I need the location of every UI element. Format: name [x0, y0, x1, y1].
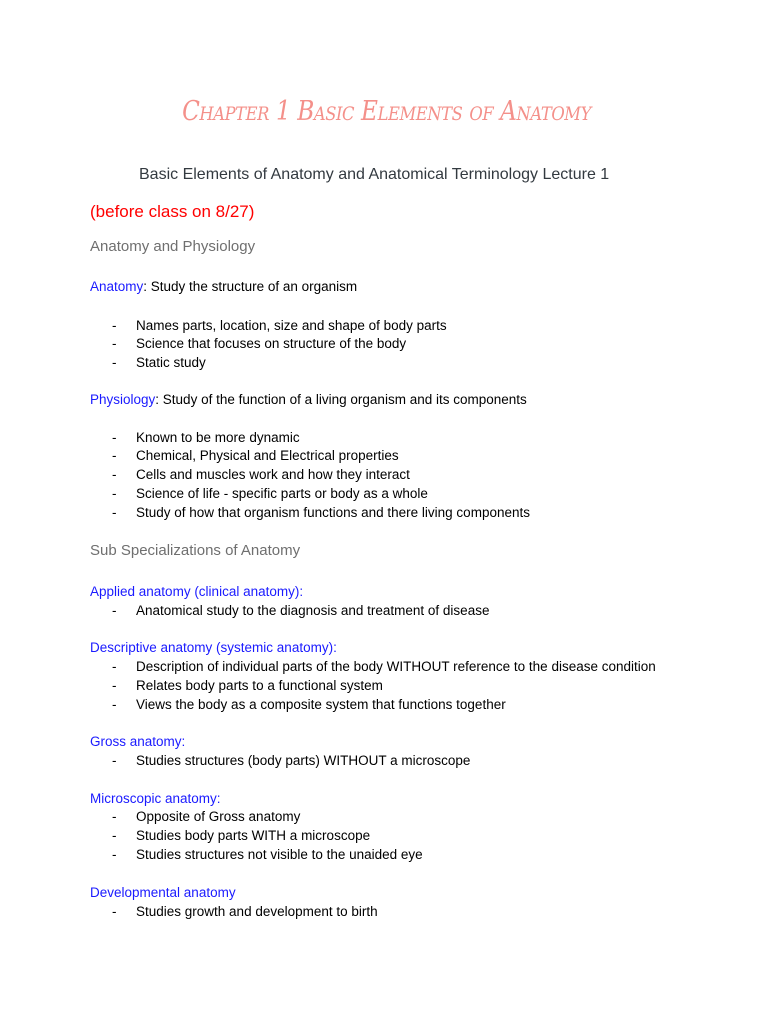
chapter-title: Chapter 1 Basic Elements of Anatomy [182, 96, 591, 127]
bullet-dash: - [112, 904, 117, 919]
list-item-text: Names parts, location, size and shape of body parts [136, 318, 447, 333]
bullet-dash: - [112, 336, 117, 351]
anatomy-definition-text: : Study the structure of an organism [143, 279, 358, 294]
list-item [112, 467, 410, 482]
list-item-text: Study of how that organism functions and there living components [136, 505, 530, 520]
bullet-dash: - [112, 467, 117, 482]
list-item-text: Studies structures not visible to the unaided eye [136, 847, 423, 862]
list-item [112, 505, 530, 520]
list-item [112, 809, 300, 824]
microscopic-anatomy-heading: Microscopic anatomy: [90, 791, 221, 806]
bullet-dash: - [112, 355, 117, 370]
list-item-text: Known to be more dynamic [136, 430, 300, 445]
list-item [112, 904, 378, 919]
list-item [112, 486, 428, 501]
anatomy-term: Anatomy [90, 279, 144, 294]
before-class-note: (before class on 8/27) [90, 202, 255, 221]
list-item-text: Anatomical study to the diagnosis and treatment of disease [136, 603, 490, 618]
list-item [112, 355, 206, 370]
list-item-text: Cells and muscles work and how they interact [136, 467, 410, 482]
gross-anatomy-heading: Gross anatomy: [90, 734, 186, 749]
list-item [112, 318, 447, 333]
list-item [112, 678, 383, 693]
list-item-text: Science that focuses on structure of the body [136, 336, 407, 351]
section-heading-sub-specializations: Sub Specializations of Anatomy [90, 542, 301, 559]
list-item-text: Views the body as a composite system that functions together [136, 697, 506, 712]
bullet-dash: - [112, 448, 117, 463]
list-item [112, 847, 423, 862]
list-item [112, 603, 489, 618]
bullet-dash: - [112, 753, 117, 768]
physiology-definition [90, 392, 527, 407]
list-item [112, 448, 399, 463]
bullet-dash: - [112, 505, 117, 520]
section-heading-anatomy-physiology: Anatomy and Physiology [90, 238, 256, 255]
list-item-text: Opposite of Gross anatomy [136, 809, 301, 824]
bullet-dash: - [112, 678, 117, 693]
bullet-dash: - [112, 809, 117, 824]
lecture-subtitle: Basic Elements of Anatomy and Anatomical Terminology Lecture 1 [139, 166, 610, 183]
bullet-dash: - [112, 603, 117, 618]
bullet-dash: - [112, 659, 117, 674]
bullet-dash: - [112, 847, 117, 862]
anatomy-definition [90, 279, 357, 294]
list-item-text: Science of life - specific parts or body as a whole [136, 486, 428, 501]
list-item-text: Studies body parts WITH a microscope [136, 828, 371, 843]
list-item-text: Studies growth and development to birth [136, 904, 378, 919]
physiology-term: Physiology [90, 392, 156, 407]
bullet-dash: - [112, 430, 117, 445]
list-item [112, 697, 506, 712]
list-item-text: Description of individual parts of the body WITHOUT reference to the disease condition [136, 659, 656, 674]
bullet-dash: - [112, 697, 117, 712]
list-item [112, 336, 406, 351]
list-item-text: Relates body parts to a functional system [136, 678, 383, 693]
applied-anatomy-heading: Applied anatomy (clinical anatomy): [90, 584, 304, 599]
list-item [112, 430, 300, 445]
bullet-dash: - [112, 828, 117, 843]
list-item [112, 753, 470, 768]
bullet-dash: - [112, 318, 117, 333]
physiology-definition-text: : Study of the function of a living organism and its components [155, 392, 527, 407]
bullet-dash: - [112, 486, 117, 501]
list-item [112, 828, 370, 843]
list-item [112, 659, 656, 674]
descriptive-anatomy-heading: Descriptive anatomy (systemic anatomy): [90, 640, 337, 655]
list-item-text: Chemical, Physical and Electrical properties [136, 448, 399, 463]
list-item-text: Static study [136, 355, 206, 370]
list-item-text: Studies structures (body parts) WITHOUT a microscope [136, 753, 471, 768]
developmental-anatomy-heading: Developmental anatomy [90, 885, 236, 900]
